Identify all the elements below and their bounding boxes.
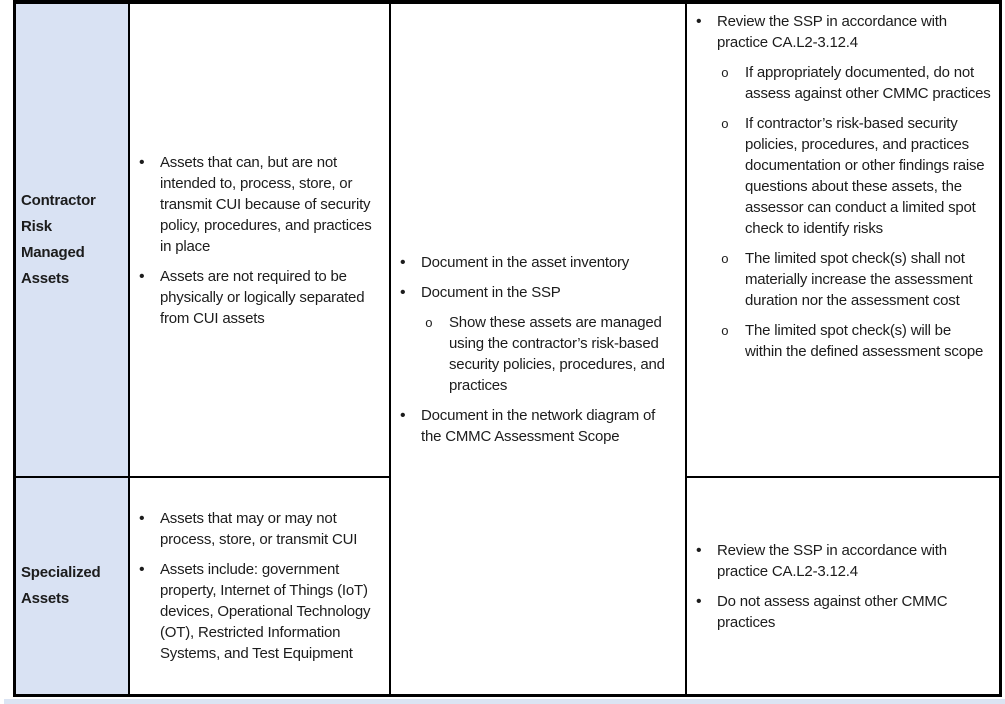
- bullet-icon: [696, 540, 717, 561]
- list-item-text: Do not assess against other CMMC practices: [717, 592, 948, 631]
- bullet-icon: [139, 152, 160, 173]
- list-item-text: Review the SSP in accordance with practice CA.L2-3.12.4: [717, 13, 947, 51]
- list-subitem: [687, 62, 999, 104]
- row-header-contractor-risk-managed-assets: [16, 4, 128, 476]
- cell-contractor-assessment-requirements: [687, 4, 999, 476]
- bullet-icon: [400, 405, 421, 426]
- circle-bullet-icon: [721, 62, 745, 84]
- list-item-text: Assets include: government property, Internet of Things (IoT) devices, Operational Technology (OT), Restricted Information Systems, and Test Equipment: [160, 561, 371, 662]
- list-subitem: [687, 248, 999, 311]
- list-item: [391, 252, 685, 273]
- bullet-icon: [139, 559, 160, 580]
- list-subitem: [687, 320, 999, 362]
- list-item-text: Assets that can, but are not intended to, process, store, or transmit CUI because of security policy, procedures, and practices in place: [160, 153, 372, 255]
- cell-specialized-asset-description: [130, 478, 389, 694]
- bullet-icon: [400, 282, 421, 303]
- circle-bullet-icon: [425, 312, 449, 334]
- bullet-icon: [400, 252, 421, 273]
- list-item-text: Show these assets are managed using the contractor’s risk-based security policies, procedures, and practices: [449, 313, 665, 394]
- circle-bullet-icon: [721, 113, 745, 135]
- list-item: [687, 540, 999, 582]
- list-item-text: Assets that may or may not process, store, or transmit CUI: [160, 510, 358, 548]
- list-item-text: Review the SSP in accordance with practice CA.L2-3.12.4: [717, 541, 947, 580]
- list-item: [687, 591, 999, 633]
- list-item: [687, 11, 999, 53]
- row-header-specialized-assets: [16, 478, 128, 694]
- list-item: [130, 559, 389, 664]
- next-table-row-partial-strip: [4, 699, 1005, 704]
- list-item: [130, 266, 389, 329]
- bullet-icon: [139, 266, 160, 287]
- list-item: [130, 508, 389, 550]
- bullet-icon: [696, 11, 717, 32]
- list-item-text: The limited spot check(s) shall not materially increase the assessment duration nor the assessment cost: [745, 250, 973, 309]
- list-item-text: Document in the network diagram of the CMMC Assessment Scope: [421, 406, 656, 445]
- list-subitem: [391, 312, 685, 396]
- cell-specialized-assessment-requirements: [687, 478, 999, 694]
- list-item-text: If contractor’s risk-based security policies, procedures, and practices documentation or other findings raise questions about these assets, the assessor can conduct a limited spot check to identify risks: [745, 115, 985, 237]
- list-subitem: [687, 113, 999, 239]
- row-header-label: Contractor Risk Managed Assets: [21, 192, 96, 287]
- circle-bullet-icon: [721, 320, 745, 342]
- list-item-text: The limited spot check(s) will be within the defined assessment scope: [745, 322, 984, 360]
- list-item-text: Document in the asset inventory: [421, 253, 630, 271]
- row-header-label: Specialized Assets: [21, 564, 101, 607]
- list-item: [391, 282, 685, 303]
- circle-bullet-icon: [721, 248, 745, 270]
- list-item: [130, 152, 389, 257]
- list-item-text: Document in the SSP: [421, 283, 561, 301]
- cell-documentation-merged: [391, 4, 685, 694]
- list-item: [391, 405, 685, 447]
- bullet-icon: [139, 508, 160, 529]
- list-item-text: Assets are not required to be physically or logically separated from CUI assets: [160, 267, 365, 327]
- bullet-icon: [696, 591, 717, 612]
- cmmc-asset-category-table: [13, 0, 1002, 697]
- list-item-text: If appropriately documented, do not assess against other CMMC practices: [745, 64, 991, 102]
- cell-contractor-asset-description: [130, 4, 389, 476]
